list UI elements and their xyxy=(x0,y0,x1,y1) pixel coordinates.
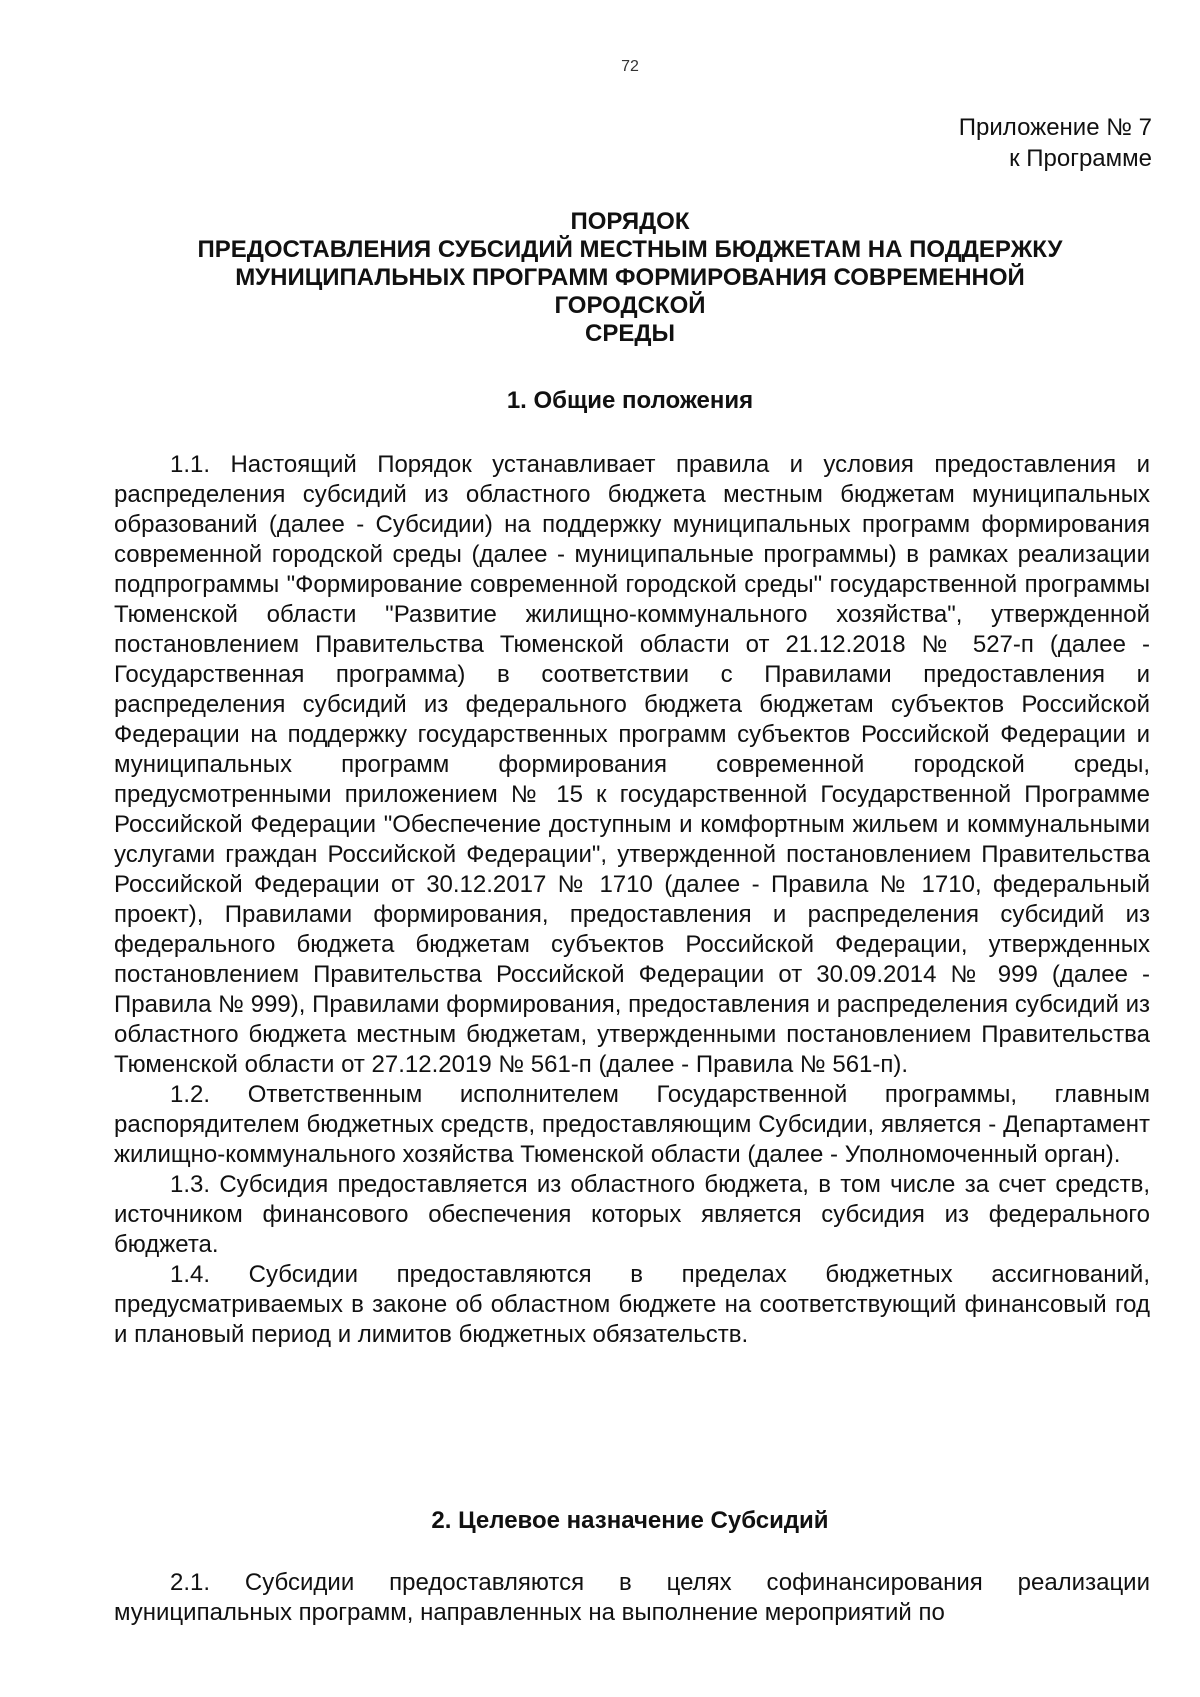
paragraph: 1.3. Субсидия предоставляется из областного бюджета, в том числе за счет средств, источником финансового обеспечения которых является субсидия из федерального бюджета. xyxy=(114,1171,1150,1258)
document-title xyxy=(110,208,1150,348)
title-line: СРЕДЫ xyxy=(585,320,675,347)
appendix-reference xyxy=(959,112,1152,174)
section-body xyxy=(114,450,1150,1350)
section-heading: 1. Общие положения xyxy=(506,387,754,414)
section-body xyxy=(114,1568,1150,1628)
paragraph: 2.1. Субсидии предоставляются в целях софинансирования реализации муниципальных программ, направленных на выполнение мероприятий по xyxy=(114,1569,1150,1626)
title-line: ПОРЯДОК xyxy=(570,208,690,235)
paragraph: 1.4. Субсидии предоставляются в пределах бюджетных ассигнований, предусматриваемых в законе об областном бюджете на соответствующий финансовый год и плановый период и лимитов бюджетных обязательств. xyxy=(114,1261,1150,1348)
title-line: МУНИЦИПАЛЬНЫХ ПРОГРАММ ФОРМИРОВАНИЯ СОВРЕМЕННОЙ xyxy=(235,264,1025,291)
title-line: ГОРОДСКОЙ xyxy=(554,292,706,319)
page-number: 72 xyxy=(621,58,639,75)
appendix-line: Приложение № 7 xyxy=(958,114,1152,141)
appendix-line: к Программе xyxy=(1009,145,1152,172)
title-line: ПРЕДОСТАВЛЕНИЯ СУБСИДИЙ МЕСТНЫМ БЮДЖЕТАМ НА ПОДДЕРЖКУ xyxy=(197,236,1063,263)
paragraph: 1.1. Настоящий Порядок устанавливает правила и условия предоставления и распределения субсидий из областного бюджета местным бюджетам муниципальных образований (далее - Субсидии) на поддержку муниципальных программ формирования современной городской среды (далее - муниципальные программы) в рамках реализации подпрограммы "Формирование современной городской среды" государственной программы Тюменской области "Развитие жилищно-коммунального хозяйства", утвержденной постановлением Правительства Тюменской области от 21.12.2018 № 527-п (далее - Государственная программа) в соответствии с Правилами предоставления и распределения субсидий из федерального бюджета бюджетам субъектов Российской Федерации на поддержку государственных программ субъектов Российской Федерации и муниципальных программ формирования современной городской среды, предусмотренными приложением № 15 к государственной Государственной Программе Российской Федерации "Обеспечение доступным и комфортным жильем и коммунальными услугами граждан Российской Федерации", утвержденной постановлением Правительства Российской Федерации от 30.12.2017 № 1710 (далее - Правила № 1710, федеральный проект), Правилами формирования, предоставления и распределения субсидий из федерального бюджета бюджетам субъектов Российской Федерации, утвержденных постановлением Правительства Российской Федерации от 30.09.2014 № 999 (далее - Правила № 999), Правилами формирования, предоставления и распределения субсидий из областного бюджета местным бюджетам, утвержденными постановлением Правительства Тюменской области от 27.12.2019 № 561-п (далее - Правила № 561-п). xyxy=(114,451,1150,1078)
section-heading: 2. Целевое назначение Субсидий xyxy=(431,1507,829,1534)
paragraph: 1.2. Ответственным исполнителем Государственной программы, главным распорядителем бюджетных средств, предоставляющим Субсидии, является - Департамент жилищно-коммунального хозяйства Тюменской области (далее - Уполномоченный орган). xyxy=(114,1081,1150,1168)
